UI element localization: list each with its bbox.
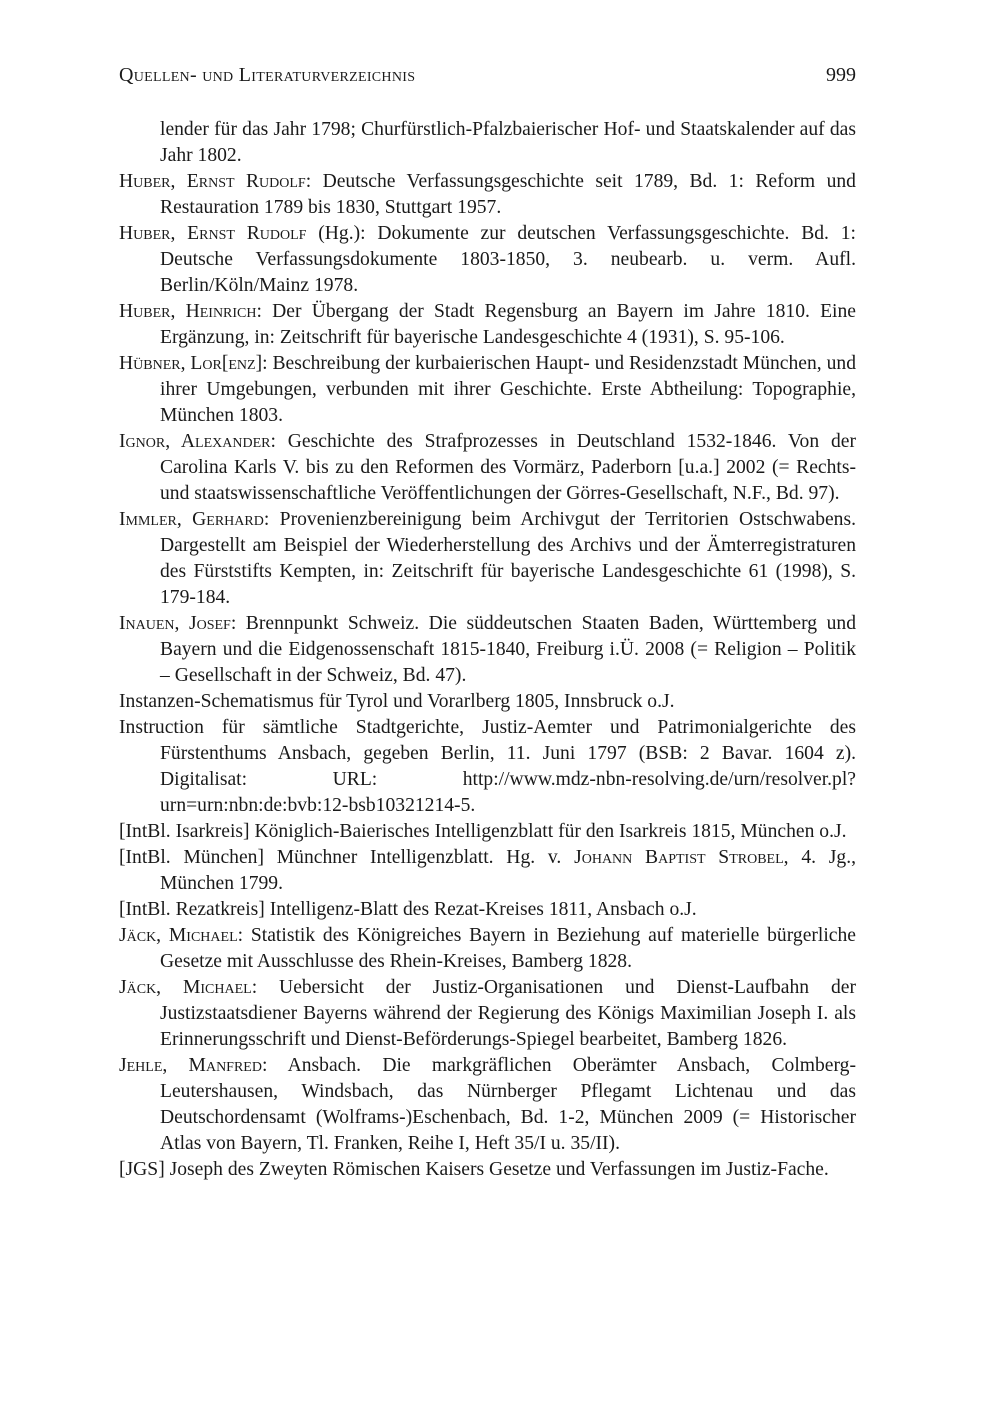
running-head <box>119 64 856 94</box>
bibliography-entry: Huber, Ernst Rudolf: Deutsche Verfassungsgeschichte seit 1789, Bd. 1: Reform und Restauration 1789 bis 1830, Stuttgart 1957. <box>119 171 856 218</box>
bibliography-entry: Inauen, Josef: Brennpunkt Schweiz. Die süddeutschen Staaten Baden, Württemberg und Bayern und die Eidgenossenschaft 1815-1840, Freiburg i.Ü. 2008 (= Religion – Politik – Gesellschaft in der Schweiz, Bd. 47). <box>119 613 856 686</box>
entry-author: Ignor, Alexander <box>119 431 271 452</box>
bibliography-entry: Jäck, Michael: Statistik des Königreiches Bayern in Beziehung auf materielle bürgerliche Gesetze mit Ausschlusse des Rhein-Kreises, Bamberg 1828. <box>119 925 856 972</box>
bibliography-entry: Huber, Ernst Rudolf (Hg.): Dokumente zur deutschen Verfassungsgeschichte. Bd. 1: Deutsche Verfassungsdokumente 1803-1850, 3. neubearb. u. verm. Aufl. Berlin/Köln/Mainz 1978. <box>119 223 856 296</box>
bibliography-list <box>119 117 856 1183</box>
bibliography-entry: Immler, Gerhard: Provenienzbereinigung beim Archivgut der Territorien Ostschwabens. Dargestellt am Beispiel der Wiederherstellung des Archivs und der Ämterregistraturen des Fürststifts Kempten, in: Zeitschrift für bayerische Landesgeschichte 61 (1998), S. 179-184. <box>119 509 857 608</box>
entry-author: Jäck, Michael <box>119 925 238 946</box>
page-number: 999 <box>826 64 856 86</box>
running-title: Quellen- und Literaturverzeichnis <box>119 64 416 86</box>
entry-author: Jäck, Michael <box>119 977 252 998</box>
entry-author: Inauen, Josef <box>119 613 231 634</box>
bibliography-entry: [IntBl. Rezatkreis] Intelligenz-Blatt des Rezat-Kreises 1811, Ansbach o.J. <box>119 899 697 920</box>
entry-author: Huber, Ernst Rudolf <box>119 171 306 192</box>
bibliography-entry: Hübner, Lor[enz]: Beschreibung der kurbaierischen Haupt- und Residenzstadt München, und ihrer Umgebungen, verbunden mit ihrer Geschichte. Erste Abtheilung: Topographie, München 1803. <box>119 353 856 426</box>
entry-author: Hübner, Lor[enz] <box>119 353 263 374</box>
entry-editor: Johann Baptist Strobel <box>574 847 784 868</box>
bibliography-entry: lender für das Jahr 1798; Churfürstlich-Pfalzbaierischer Hof- und Staatskalender auf das Jahr 1802. <box>160 119 856 166</box>
bibliography-entry: Ignor, Alexander: Geschichte des Strafprozesses in Deutschland 1532-1846. Von der Carolina Karls V. bis zu den Reformen des Vormärz, Paderborn [u.a.] 2002 (= Rechts- und staatswissenschaftliche Veröffentlichungen der Görres-Gesellschaft, N.F., Bd. 97). <box>119 431 857 504</box>
bibliography-entry: Jäck, Michael: Uebersicht der Justiz-Organisationen und Dienst-Laufbahn der Justizstaatsdiener Bayerns während der Regierung des Königs Maximilian Joseph I. als Erinnerungsschrift und Dienst-Beförderungs-Spiegel bearbeitet, Bamberg 1826. <box>119 977 856 1050</box>
bibliography-entry: [JGS] Joseph des Zweyten Römischen Kaisers Gesetze und Verfassungen im Justiz-Fache. <box>119 1159 829 1180</box>
bibliography-entry: Instruction für sämtliche Stadtgerichte, Justiz-Aemter und Patrimonialgerichte des Fürstenthums Ansbach, gegeben Berlin, 11. Juni 1797 (BSB: 2 Bavar. 1604 z). Digitalisat: URL: http://www.mdz-nbn-resolving.de/urn/resolver.pl?urn=urn:nbn:de:bvb:12-bsb10321214-5. <box>119 717 856 816</box>
bibliography-entry: [IntBl. Isarkreis] Königlich-Baierisches Intelligenzblatt für den Isarkreis 1815, München o.J. <box>119 821 847 842</box>
bibliography-entry: Huber, Heinrich: Der Übergang der Stadt Regensburg an Bayern im Jahre 1810. Eine Ergänzung, in: Zeitschrift für bayerische Landesgeschichte 4 (1931), S. 95-106. <box>119 301 856 348</box>
entry-author: Immler, Gerhard <box>119 509 264 530</box>
entry-author: Huber, Ernst Rudolf <box>119 223 307 244</box>
bibliography-entry: [IntBl. München] Münchner Intelligenzblatt. Hg. v. Johann Baptist Strobel, 4. Jg., München 1799. <box>119 847 856 894</box>
entry-author: Huber, Heinrich <box>119 301 257 322</box>
bibliography-entry: Instanzen-Schematismus für Tyrol und Vorarlberg 1805, Innsbruck o.J. <box>119 691 675 712</box>
bibliography-entry: Jehle, Manfred: Ansbach. Die markgräflichen Oberämter Ansbach, Colmberg-Leutershausen, Windsbach, das Nürnberger Pflegamt Lichtenau und das Deutschordensamt (Wolframs-)Eschenbach, Bd. 1-2, München 2009 (= Historischer Atlas von Bayern, Tl. Franken, Reihe I, Heft 35/I u. 35/II). <box>119 1055 856 1154</box>
entry-author: Jehle, Manfred <box>119 1055 262 1076</box>
